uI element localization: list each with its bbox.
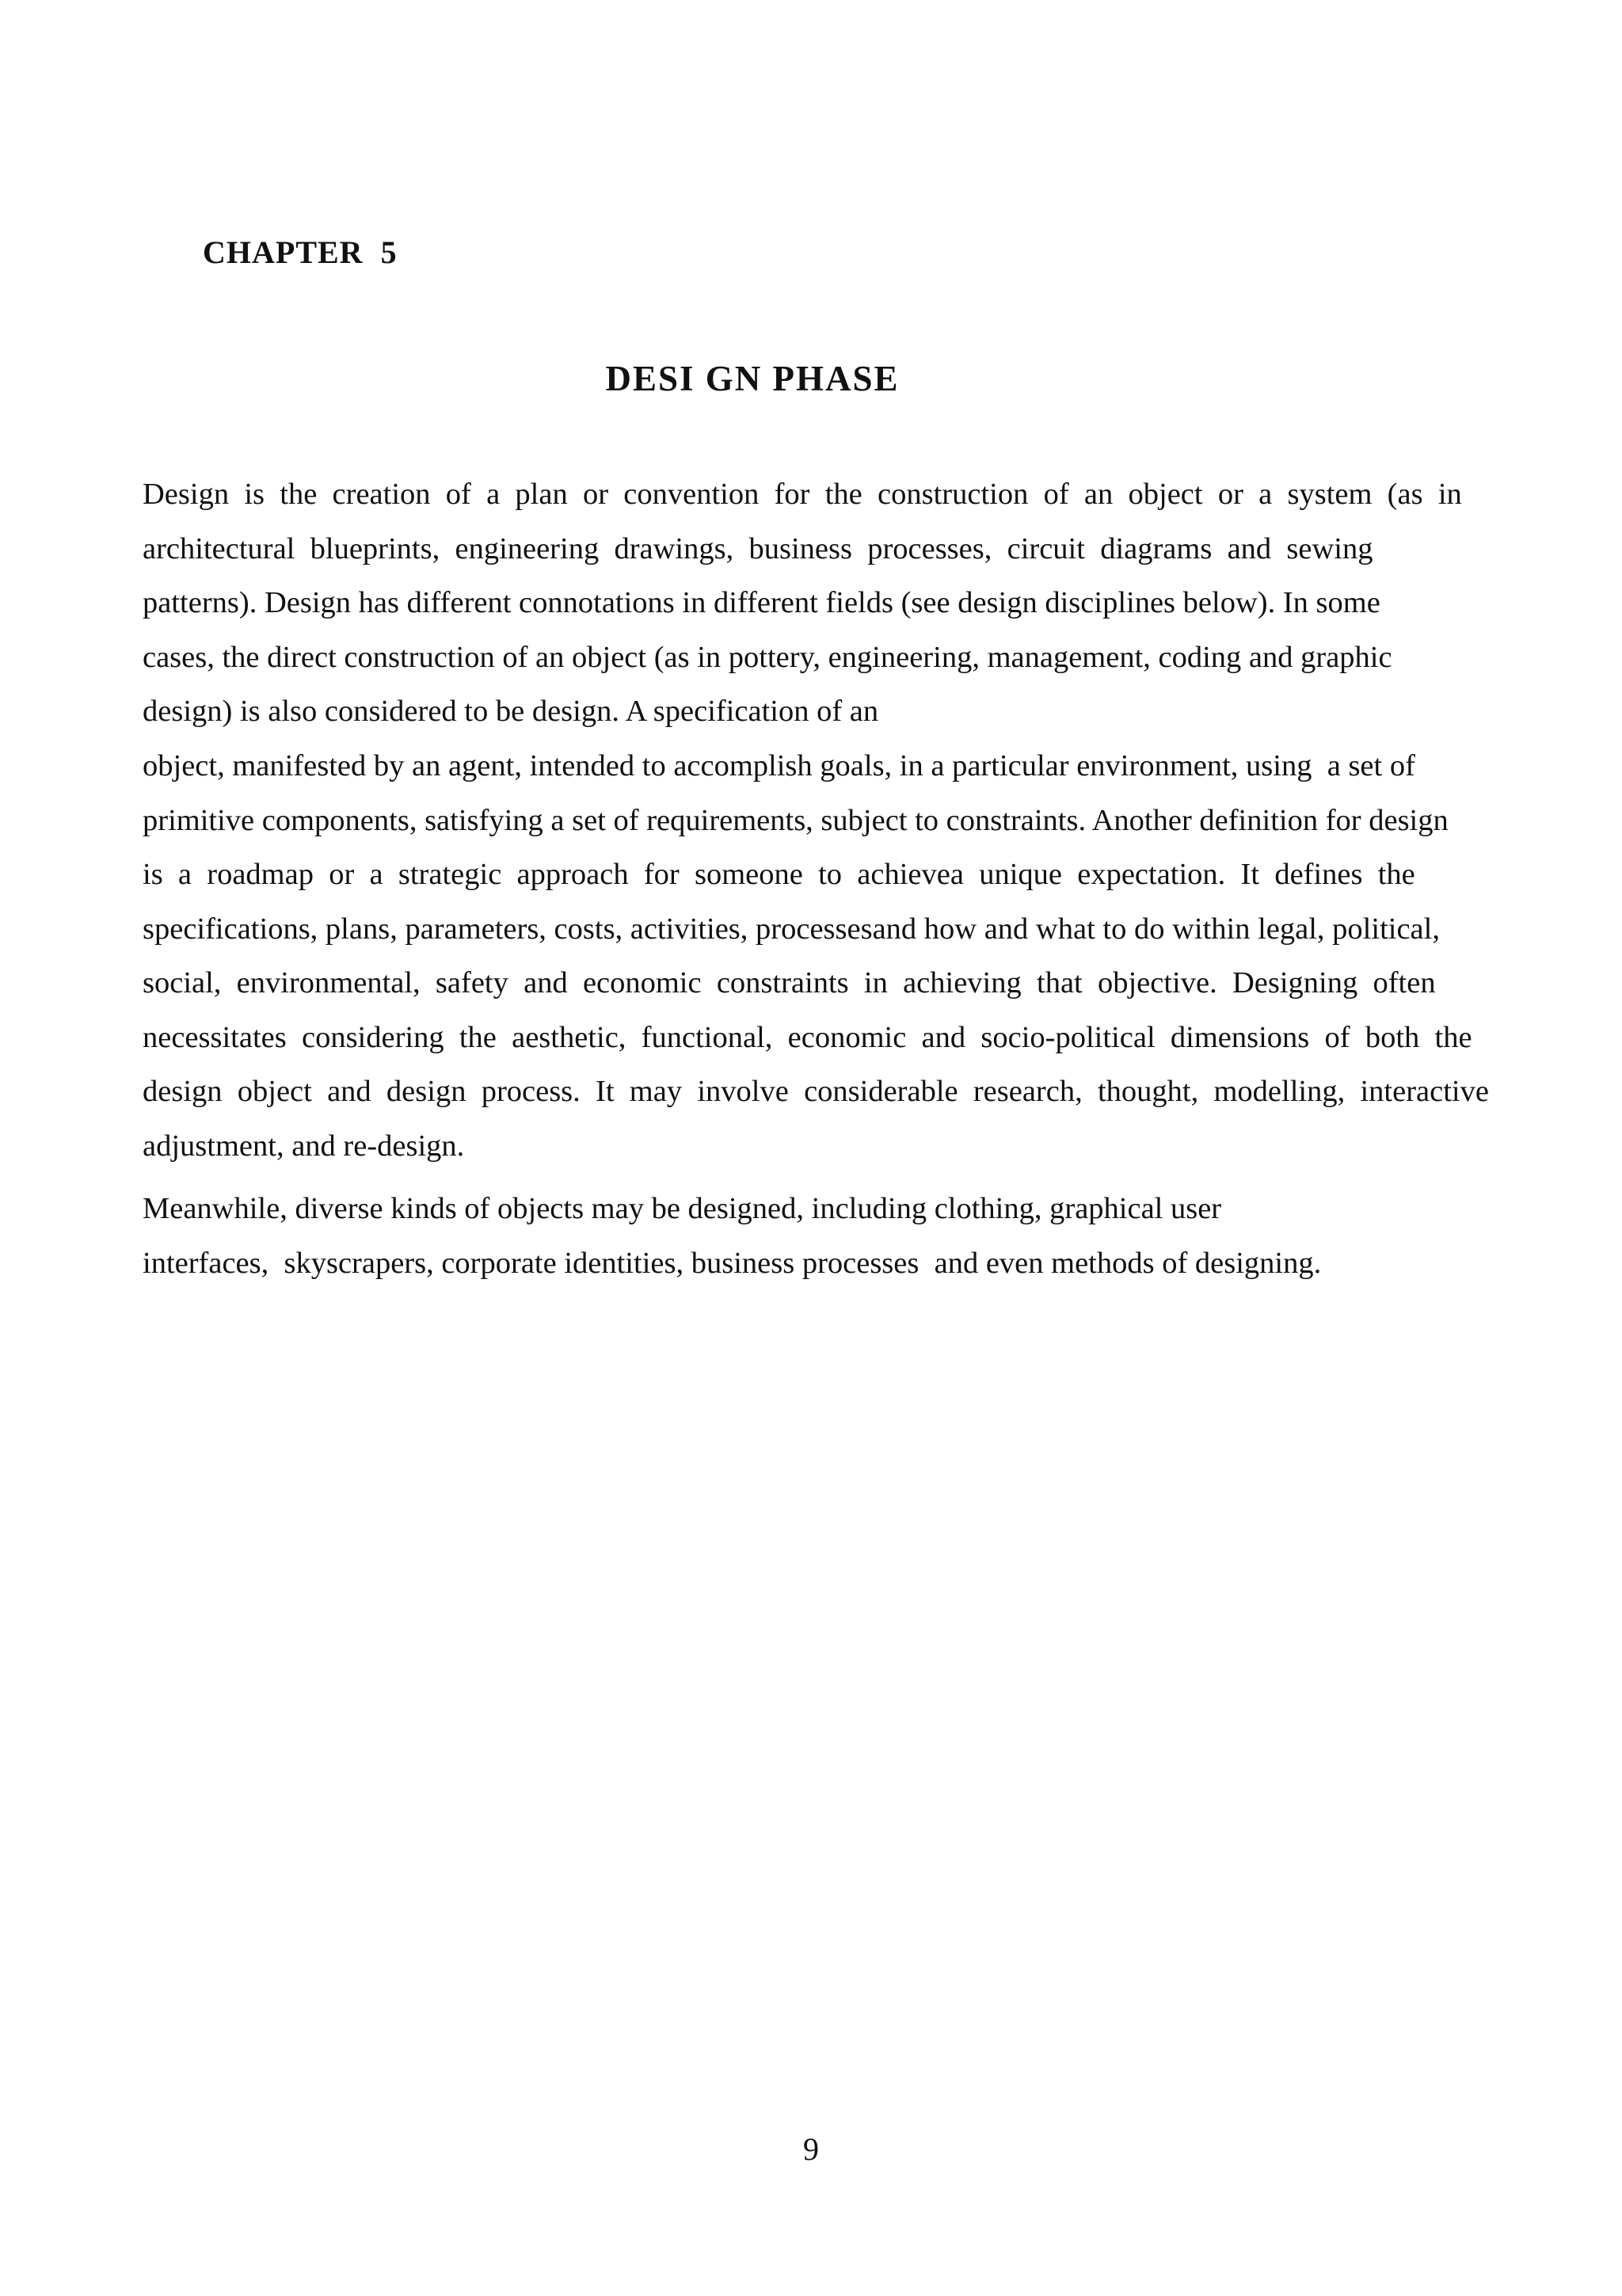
text-line: cases, the direct construction of an object (as in pottery, engineering, management, coding and graphic bbox=[143, 640, 1392, 674]
text-line: Design is the creation of a plan or convention for the construction of an object or a system (as in bbox=[143, 478, 1462, 511]
paragraph-design-specification bbox=[143, 739, 1562, 1173]
page-number: 9 bbox=[803, 2131, 819, 2167]
text-line: design object and design process. It may involve considerable research, thought, modelling, interactive bbox=[143, 1075, 1489, 1108]
paragraph-design-definition bbox=[143, 467, 1509, 739]
chapter-label: CHAPTER 5 bbox=[203, 234, 398, 270]
text-line: Meanwhile, diverse kinds of objects may be designed, including clothing, graphical user bbox=[143, 1192, 1222, 1225]
text-line: necessitates considering the aesthetic, functional, economic and socio-political dimensions of both the bbox=[143, 1020, 1472, 1054]
text-line: interfaces, skyscrapers, corporate identities, business processes and even methods of designing. bbox=[143, 1246, 1322, 1280]
paragraph-design-objects bbox=[143, 1182, 1562, 1290]
text-line: adjustment, and re-design. bbox=[143, 1129, 465, 1163]
text-line: is a roadmap or a strategic approach for someone to achievea unique expectation. It defines the bbox=[143, 858, 1415, 891]
text-line: primitive components, satisfying a set of requirements, subject to constraints. Another definition for design bbox=[143, 803, 1449, 837]
text-line: object, manifested by an agent, intended to accomplish goals, in a particular environment, using a set of bbox=[143, 749, 1415, 782]
text-line: social, environmental, safety and economic constraints in achieving that objective. Designing often bbox=[143, 966, 1436, 1000]
text-line: design) is also considered to be design. A specification of an bbox=[143, 695, 879, 728]
page-title: DESI GN PHASE bbox=[605, 359, 900, 398]
text-line: patterns). Design has different connotations in different fields (see design disciplines below). In some bbox=[143, 586, 1380, 619]
text-line: specifications, plans, parameters, costs, activities, processesand how and what to do within legal, political, bbox=[143, 912, 1440, 946]
text-line: architectural blueprints, engineering drawings, business processes, circuit diagrams and sewing bbox=[143, 531, 1373, 565]
